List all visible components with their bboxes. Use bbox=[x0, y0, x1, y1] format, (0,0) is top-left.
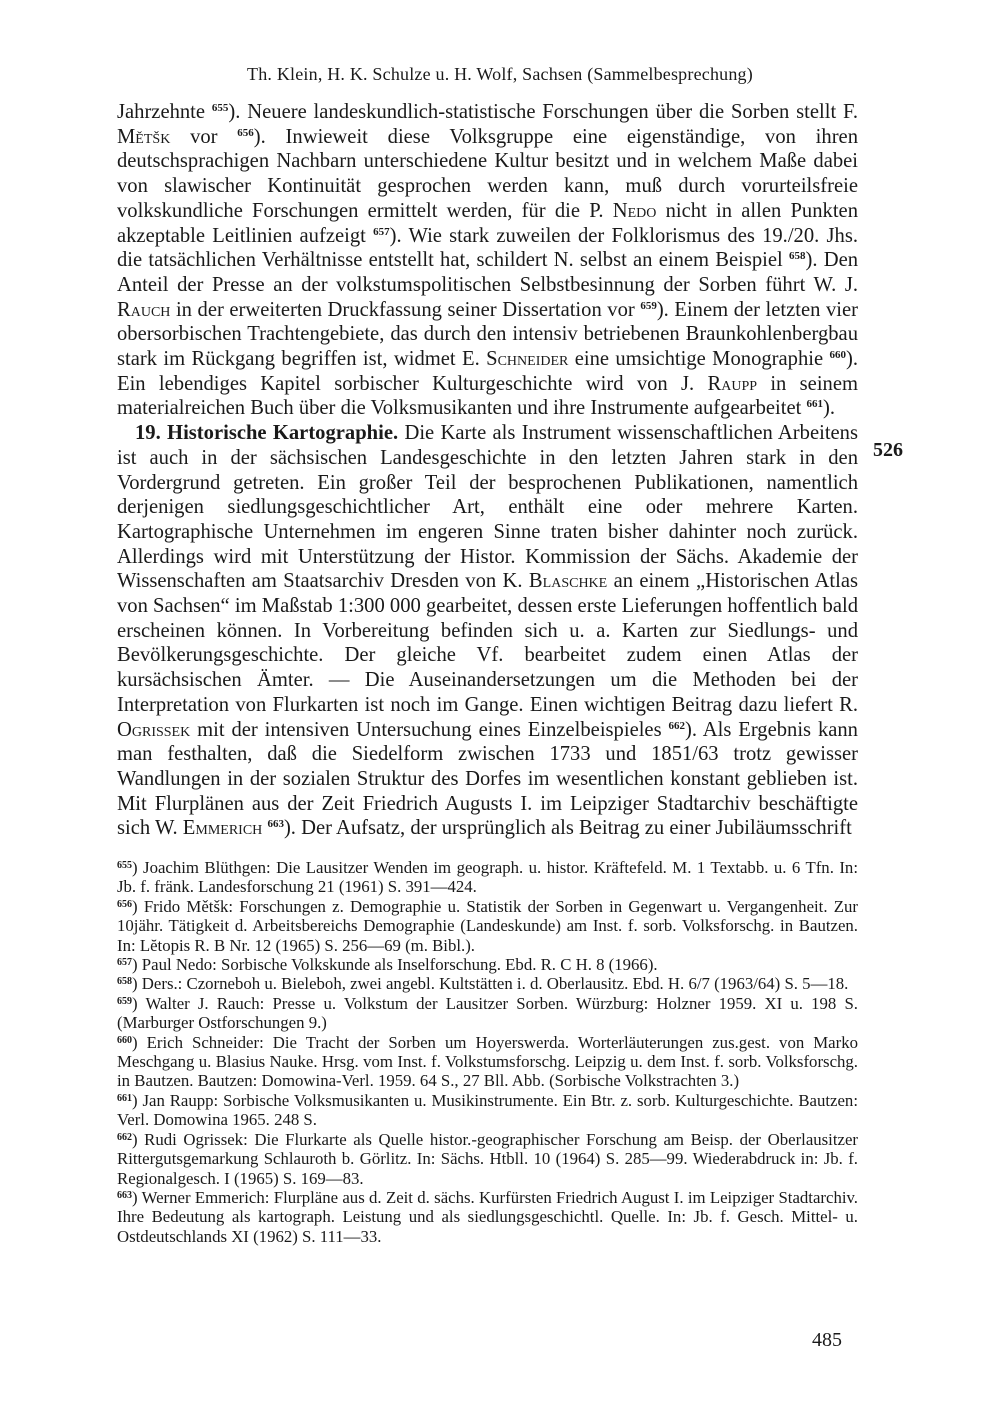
footnote-656 bbox=[117, 897, 858, 955]
text-run: ). Den Anteil der Presse an der volkstumspolitischen Selbstbesinnung der Sorben führt W. J. bbox=[117, 249, 859, 296]
running-title: Th. Klein, H. K. Schulze u. H. Wolf, Sachsen (Sammelbesprechung) bbox=[247, 64, 753, 84]
footnote-ref-655[interactable]: 655 bbox=[211, 102, 229, 114]
text-run: ). Wie stark zuweilen der Folklorismus des 19./20. Jhs. die tatsächlichen Verhältnisse entstellt hat, schildert N. selbst an einem Beispiel bbox=[117, 224, 858, 272]
text-run: in der erweiterten Druckfassung seiner Dissertation vor bbox=[170, 298, 641, 321]
author-name-schneider: Schneider bbox=[486, 348, 569, 371]
text-run: ). bbox=[822, 397, 835, 420]
footnote-text: ) Jan Raupp: Sorbische Volksmusikanten u. Musikinstrumente. Ein Btr. z. sorb. Kulturgeschichte. Bautzen: Verl. Domowina 1965. 248 S. bbox=[117, 1090, 858, 1130]
text-run: ). Einem der letzten vier obersorbischen Trachtengebiete, das durch den intensiv betriebenen Braunkohlenbergbau stark im Rückgang begriffen ist, widmet E. bbox=[117, 298, 858, 371]
text-run: ). Als Ergebnis kann man festhalten, daß die Siedelform zwischen 1733 und 1851/63 trotz gewisser Wandlungen in der sozialen Struktur des Dorfes im wesentlichen konstant geblieben ist. Mit Flurplänen aus der Zeit Friedrich Augusts I. im Leipziger Stadtarchiv beschäftigte sich W. bbox=[117, 718, 858, 840]
author-name-metsk: Mětšk bbox=[117, 125, 171, 148]
footnote-number: 663 bbox=[117, 1189, 132, 1201]
footnote-ref-658[interactable]: 658 bbox=[788, 250, 806, 263]
footnote-number: 655 bbox=[117, 860, 132, 871]
author-name-ogrissek: Ogrissek bbox=[117, 718, 191, 741]
text-run: Jahrzehnte bbox=[117, 101, 212, 123]
author-name-emmerich: Emmerich bbox=[182, 817, 263, 840]
footnote-number: 660 bbox=[117, 1034, 132, 1046]
footnote-663 bbox=[117, 1188, 858, 1246]
footnote-text: ) Joachim Blüthgen: Die Lausitzer Wenden im geograph. u. histor. Kräftefeld. M. 1 Textabb. u. 6 Tfn. In: Jb. f. fränk. Landesforschung 21 (1961) S. 391—424. bbox=[117, 858, 858, 897]
footnote-ref-659[interactable]: 659 bbox=[640, 299, 657, 312]
footnote-661 bbox=[117, 1091, 858, 1130]
text-run: eine umsichtige Monographie bbox=[568, 348, 830, 371]
footnote-ref-661[interactable]: 661 bbox=[806, 398, 823, 411]
text-run: Die Karte als Instrument wissenschaftlichen Arbeitens ist auch in der sächsischen Landesgeschichte in den letzten Jahren stark in den Vordergrund getreten. Ein großer Teil der besprochenen Publikationen, namentlich derjenigen siedlungsgeschichtlicher Art, enthält eine oder mehrere Karten. Kartographische Unternehmen im engeren Sinne traten bisher dahinter noch zurück. Allerdings wird mit Unterstützung der Histor. Kommission der Sächs. Akademie der Wissenschaften am Staatsarchiv Dresden von K. bbox=[117, 422, 858, 593]
footnote-655 bbox=[117, 858, 858, 897]
footnote-number: 657 bbox=[117, 957, 132, 969]
margin-number: 526 bbox=[873, 439, 903, 461]
footnote-660 bbox=[117, 1033, 858, 1091]
footnote-ref-663[interactable]: 663 bbox=[267, 818, 284, 831]
text-run: ). Ein lebendiges Kapitel sorbischer Kulturgeschichte wird von J. bbox=[117, 348, 859, 395]
text-run: in seinem materialreichen Buch über die Volksmusikanten und ihre Instrumente aufgearbeitet bbox=[117, 372, 858, 420]
footnote-text: ) Werner Emmerich: Flurpläne aus d. Zeit d. sächs. Kurfürsten Friedrich August I. im Leipziger Stadtarchiv. Ihre Bedeutung als kartograph. Leistung und als siedlungsgeschichtl. Quelle. In: Jb. f. Gesch. Mittel- u. Ostdeutschlands XI (1962) S. 111—33. bbox=[117, 1187, 858, 1246]
footnote-662 bbox=[117, 1130, 858, 1188]
footnote-number: 656 bbox=[117, 898, 132, 910]
text-run: mit der intensiven Untersuchung eines Einzelbeispieles bbox=[190, 718, 669, 741]
footnote-text: ) Rudi Ogrissek: Die Flurkarte als Quelle histor.-geographischer Forschung am Beisp. der Oberlausitzer Rittergutsgemarkung Schlauroth b. Görlitz. In: Sächs. Htbll. 10 (1964) S. 285—99. Wiederabdruck in: Jb. f. Regionalgesch. I (1965) S. 169—83. bbox=[117, 1129, 858, 1188]
paragraph-kartographie bbox=[117, 421, 858, 841]
text-run: ). Der Aufsatz, der ursprünglich als Beitrag zu einer Jubiläumsschrift bbox=[283, 817, 852, 840]
footnote-text: ) Paul Nedo: Sorbische Volkskunde als Inselforschung. Ebd. R. C H. 8 (1966). bbox=[132, 955, 658, 975]
author-name-rauch: Rauch bbox=[117, 298, 171, 321]
footnote-text: ) Ders.: Czorneboh u. Bieleboh, zwei angebl. Kultstätten i. d. Oberlausitz. Ebd. H. 6/7 (1963/64) S. 5—18. bbox=[132, 974, 849, 994]
text-run: an einem „Historischen Atlas von Sachsen“ im Maßstab 1:300 000 gearbeitet, dessen erste Lieferungen hoffentlich bald erscheinen können. In Vorbereitung befinden sich u. a. Karten zur Siedlungs- und Bevölkerungsgeschichte. Der gleiche Vf. bearbeitet zudem einen Atlas der kursächsischen Ämter. — Die Auseinandersetzungen um die Methoden bei der Interpretation von Flurkarten ist noch im Gange. Einen wichtigen Beitrag dazu liefert R. bbox=[117, 570, 858, 716]
footnote-658 bbox=[117, 974, 858, 993]
footnote-number: 662 bbox=[117, 1131, 132, 1143]
text-run: ). Inwieweit diese Volksgruppe eine eigenständige, von ihren deutschsprachigen Nachbarn unterschiedene Kultur besitzt und in welchem Maße dabei von slawischer Kontinuität gesprochen werden kann, muß durch vorurteilsfreie volkskundliche Forschungen ermittelt werden, für die P. bbox=[117, 125, 858, 222]
footnote-657 bbox=[117, 955, 858, 974]
footnote-number: 658 bbox=[117, 976, 132, 988]
footnote-text: ) Walter J. Rauch: Presse u. Volkstum der Lausitzer Sorben. Würzburg: Holzner 1959. XI u. 198 S. (Marburger Ostforschungen 9.) bbox=[117, 993, 858, 1033]
text-run: vor bbox=[170, 125, 238, 148]
page-number: 485 bbox=[812, 1329, 842, 1351]
footnote-number: 659 bbox=[117, 995, 132, 1007]
footnote-ref-657[interactable]: 657 bbox=[373, 225, 390, 238]
author-name-raupp: Raupp bbox=[707, 372, 758, 395]
paragraph-sorben bbox=[117, 100, 858, 421]
text-run: nicht in allen Punkten akzeptable Leitlinien aufzeigt bbox=[117, 199, 858, 247]
text-run: ). Neuere landeskundlich-statistische Forschungen über die Sorben stellt F. bbox=[228, 101, 858, 123]
author-name-nedo: Nedo bbox=[612, 199, 657, 222]
footnote-ref-656[interactable]: 656 bbox=[237, 126, 254, 139]
footnote-text: ) Frido Mětšk: Forschungen z. Demographie u. Statistik der Sorben in Gegenwart u. Vergangenheit. Zur 10jähr. Tätigkeit d. Arbeitsbereichs Demographie (Landeskunde) am Inst. f. sorb. Volksforschg. in Bautzen. In: Lĕtopis R. B Nr. 12 (1965) S. 256—69 (m. Bibl.). bbox=[117, 896, 858, 955]
footnotes-block bbox=[117, 858, 858, 1246]
footnote-number: 661 bbox=[117, 1092, 132, 1104]
footnote-ref-660[interactable]: 660 bbox=[829, 349, 846, 362]
footnote-text: ) Erich Schneider: Die Tracht der Sorben um Hoyerswerda. Worterläuterungen zus.gest. von Marko Meschgang u. Blasius Nauke. Hrsg. vom Inst. f. Volkstumsforschg. Leipzig u. dem Inst. f. sorb. Volksforschg. in Bautzen. Bautzen: Domowina-Verl. 1959. 64 S., 27 Bll. Abb. (Sorbische Volkstrachten 3.) bbox=[117, 1032, 858, 1091]
footnote-ref-662[interactable]: 662 bbox=[668, 719, 685, 732]
main-text-block bbox=[117, 100, 858, 841]
footnote-659 bbox=[117, 994, 858, 1033]
section-heading: 19. Historische Kartographie. bbox=[135, 422, 399, 445]
author-name-blaschke: Blaschke bbox=[528, 570, 608, 593]
